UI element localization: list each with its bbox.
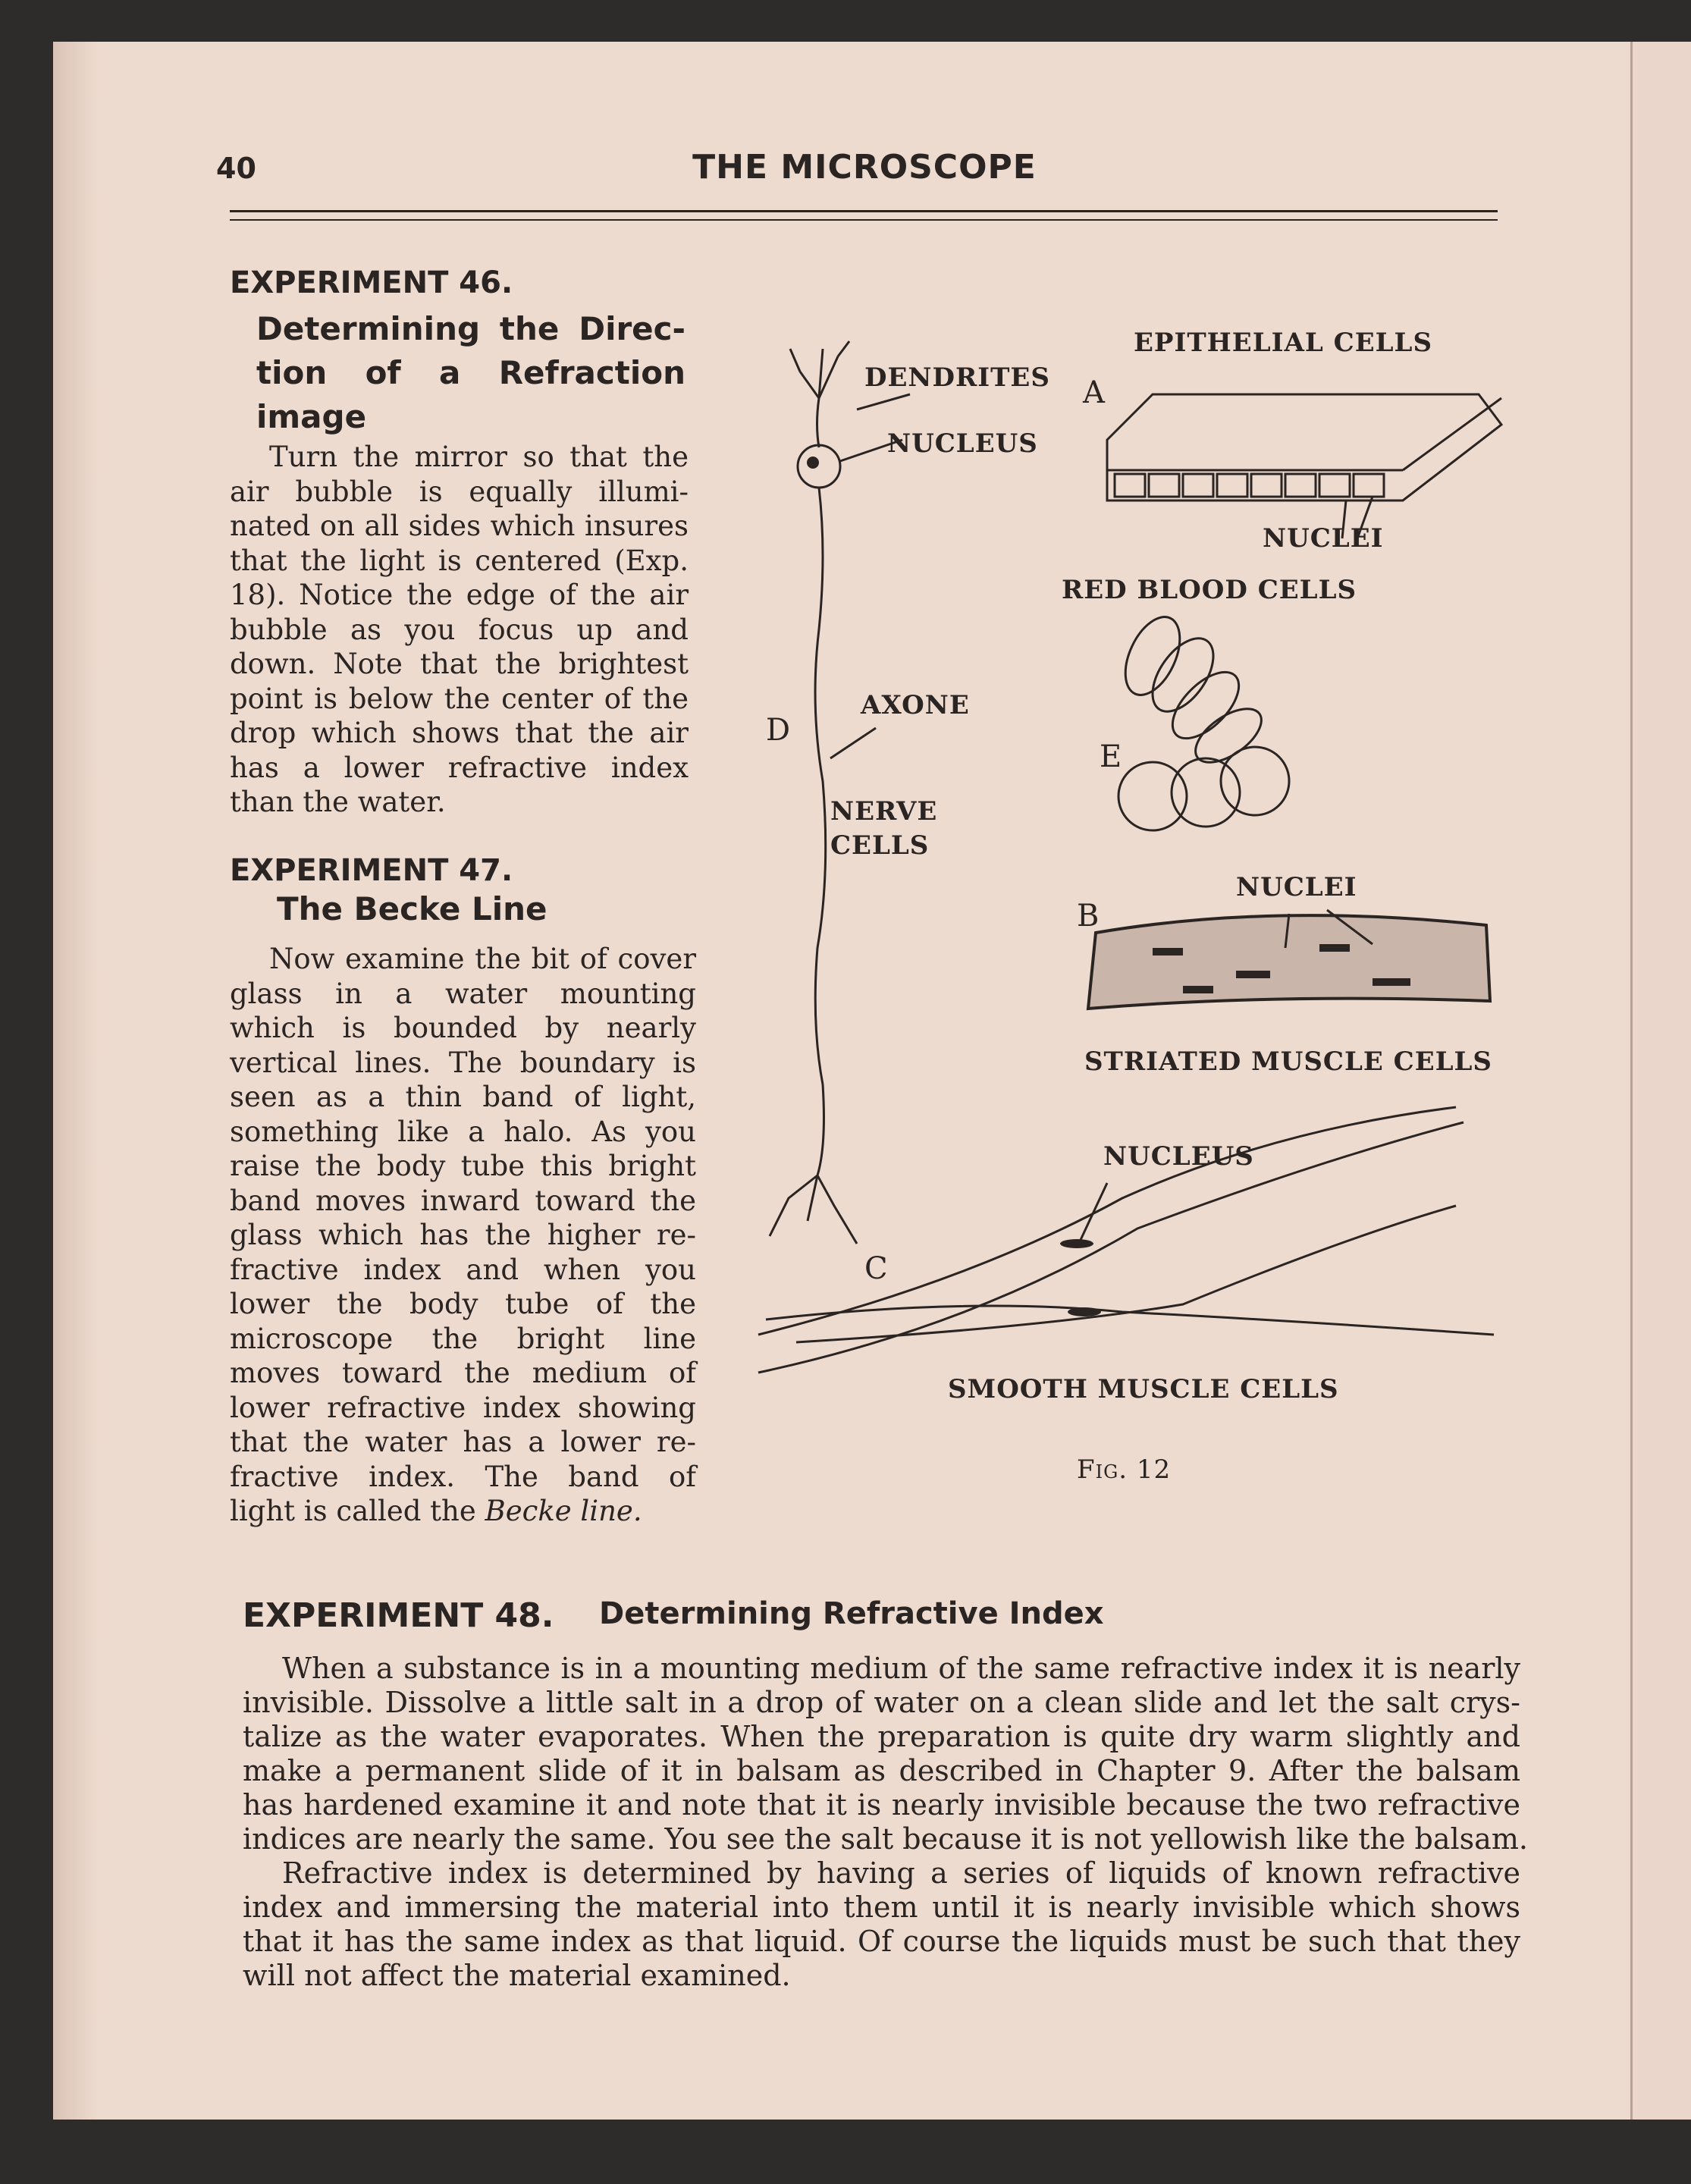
text-line: something like a halo. As you — [230, 1115, 696, 1148]
text-line: drop which shows that the air — [230, 717, 689, 749]
label-nucleus-smooth: NUCLEUS — [1103, 1141, 1254, 1172]
text-line: index and immersing the material into them until it is nearly invisible which shows — [243, 1891, 1520, 1924]
label-smooth-muscle-cells: SMOOTH MUSCLE CELLS — [948, 1374, 1339, 1404]
figure-12-illustration — [743, 326, 1509, 1433]
text-line: raise the body tube this bright — [230, 1150, 696, 1182]
text-line: lower refractive index showing — [230, 1391, 696, 1424]
exp48-heading: EXPERIMENT 48. — [243, 1596, 554, 1635]
text-line: point is below the center of the — [230, 682, 689, 715]
text: light is called the — [230, 1495, 485, 1527]
text-line: glass in a water mounting — [230, 977, 696, 1010]
label-letter-d: D — [766, 713, 791, 748]
text-line: Turn the mirror so that the — [269, 441, 689, 473]
text-line: glass which has the higher re- — [230, 1219, 696, 1251]
label-letter-b: B — [1077, 899, 1100, 934]
epithelial-cells-drawing — [1107, 394, 1501, 538]
exp47-last-line — [230, 1494, 642, 1529]
text-line: Refractive index is determined by having a series of liquids of known refractive — [282, 1856, 1520, 1890]
text-line: has a lower refractive index — [230, 751, 689, 784]
text-line: 18). Notice the edge of the air — [230, 579, 689, 611]
text-line: band moves inward toward the — [230, 1184, 696, 1217]
page-number: 40 — [216, 152, 256, 185]
text-line: than the water. — [230, 786, 446, 818]
facing-page-edge — [1630, 42, 1691, 2120]
red-blood-cells-drawing — [1115, 608, 1289, 830]
label-nuclei-epithelial: NUCLEI — [1263, 523, 1384, 554]
text-line: Now examine the bit of cover — [269, 943, 696, 975]
figure-caption: Fig. 12 — [1077, 1454, 1172, 1485]
label-letter-c: C — [864, 1251, 888, 1286]
text-line: fractive index and when you — [230, 1253, 696, 1286]
text-line: moves toward the medium of — [230, 1357, 696, 1389]
text-line: indices are nearly the same. You see the salt because it is not yellowish like the balsam. — [243, 1822, 1528, 1856]
exp46-heading: EXPERIMENT 46. — [230, 265, 513, 300]
subheading-line: image — [256, 398, 367, 435]
text-line: will not affect the material examined. — [243, 1959, 791, 1992]
page-edge — [53, 42, 99, 2120]
text-line: talize as the water evaporates. When the preparation is quite dry warm slightly and — [243, 1720, 1520, 1753]
nerve-cell-drawing — [770, 341, 910, 1244]
label-epithelial-cells: EPITHELIAL CELLS — [1134, 328, 1433, 358]
text-line: bubble as you focus up and — [230, 613, 689, 646]
text-line: make a permanent slide of it in balsam as described in Chapter 9. After the balsam — [243, 1754, 1520, 1787]
label-striated-muscle-cells: STRIATED MUSCLE CELLS — [1084, 1046, 1492, 1077]
text-line: down. Note that the brightest — [230, 648, 689, 680]
label-dendrites: DENDRITES — [864, 362, 1050, 393]
text-line: invisible. Dissolve a little salt in a drop of water on a clean slide and let the salt crys- — [243, 1686, 1520, 1719]
header-rule-top — [230, 210, 1498, 212]
becke-line-term: Becke line. — [485, 1495, 642, 1527]
text-line: that the light is centered (Exp. — [230, 544, 689, 577]
label-cells: CELLS — [830, 830, 930, 861]
label-red-blood-cells: RED BLOOD CELLS — [1062, 575, 1357, 605]
label-nerve: NERVE — [830, 796, 938, 827]
striated-muscle-drawing — [1088, 910, 1490, 1009]
label-nucleus-nerve: NUCLEUS — [887, 428, 1038, 459]
text-line: that it has the same index as that liquid. Of course the liquids must be such that they — [243, 1925, 1520, 1958]
text-line: has hardened examine it and note that it is nearly invisible because the two refractive — [243, 1788, 1520, 1822]
text-line: fractive index. The band of — [230, 1460, 696, 1493]
subheading-line: Determining the Direc- — [256, 310, 685, 347]
subheading-line: tion of a Refraction — [256, 354, 685, 391]
text-line: nated on all sides which insures — [230, 510, 689, 542]
text-line: microscope the bright line — [230, 1322, 696, 1355]
text-line: vertical lines. The boundary is — [230, 1046, 696, 1079]
text-line: When a substance is in a mounting medium of the same refractive index it is nearly — [282, 1652, 1520, 1685]
text-line: seen as a thin band of light, — [230, 1081, 696, 1113]
exp46-body — [230, 440, 689, 820]
exp47-body — [230, 942, 696, 1494]
exp48-body — [243, 1652, 1528, 1993]
exp46-subheading — [256, 307, 685, 439]
exp47-subheading: The Becke Line — [277, 890, 547, 927]
text-line: which is bounded by nearly — [230, 1012, 696, 1044]
running-title: THE MICROSCOPE — [692, 148, 1037, 187]
header-rule-bottom — [230, 219, 1498, 221]
label-axone: AXONE — [861, 690, 970, 720]
exp48-subheading: Determining Refractive Index — [599, 1596, 1104, 1631]
label-letter-a: A — [1083, 375, 1105, 410]
text-line: air bubble is equally illumi- — [230, 475, 689, 508]
label-letter-e: E — [1100, 739, 1122, 774]
label-nuclei-striated: NUCLEI — [1236, 872, 1357, 902]
text-line: lower the body tube of the — [230, 1288, 696, 1320]
exp47-heading: EXPERIMENT 47. — [230, 853, 513, 888]
text-line: that the water has a lower re- — [230, 1426, 696, 1458]
